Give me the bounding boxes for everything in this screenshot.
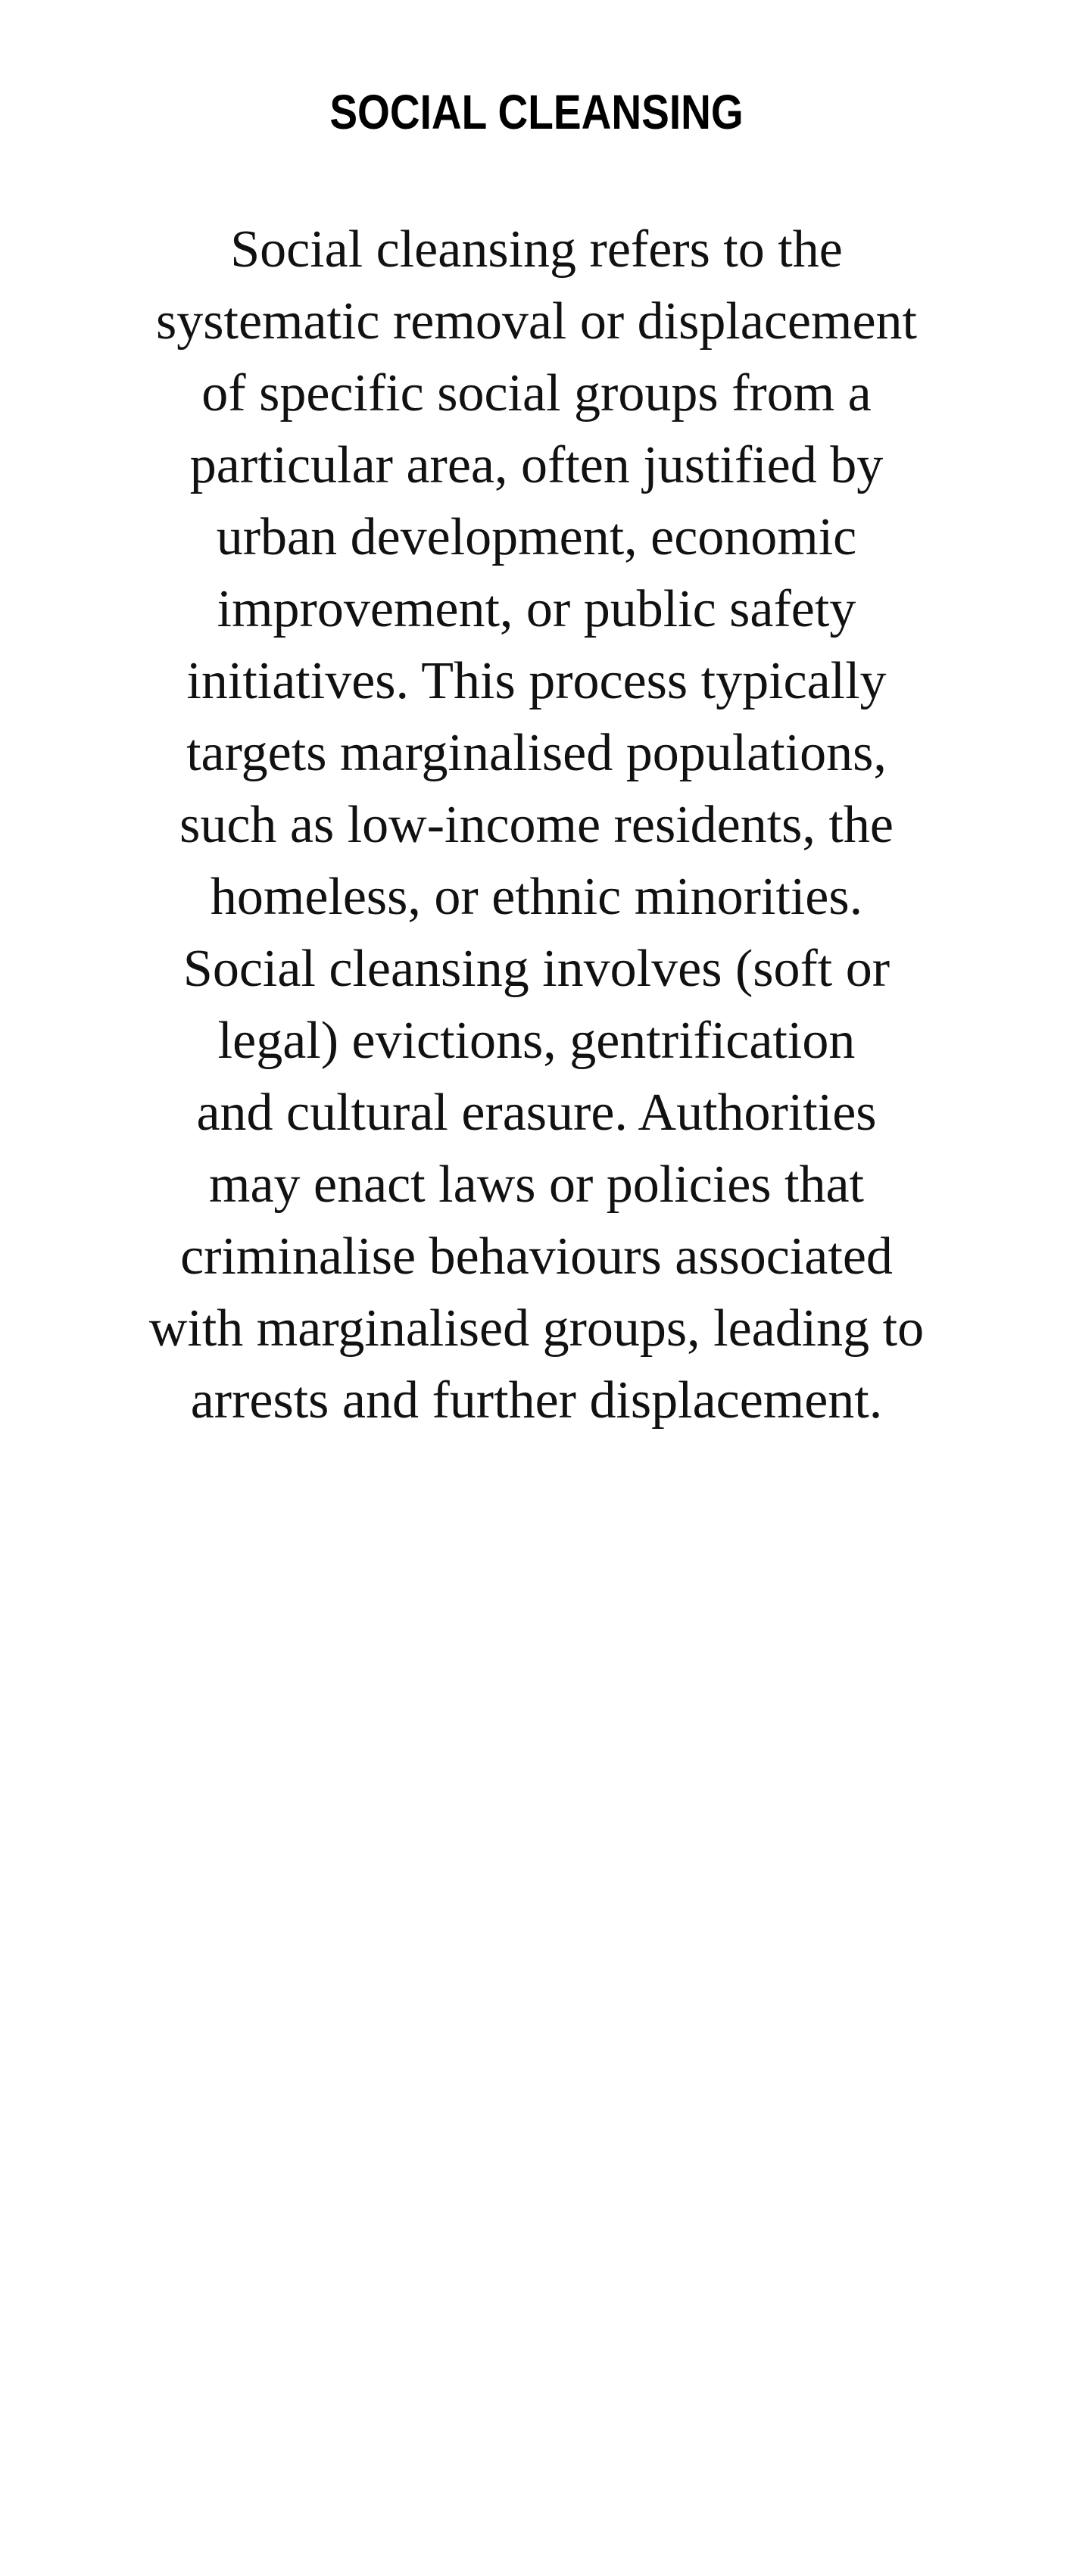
body-paragraph: Social cleansing refers to the systematic removal or displacement of specific social groups from a particular area, often justified by urban development, economic improvement, or public safety initiatives. This process typically targets marginalised populations, such as low-income residents, the homeless, or ethnic minorities. Social cleansing involves (soft or legal) evictions, gentrification and cultural erasure. Authorities may enact laws or policies that criminalise behaviours associated with marginalised groups, leading to arrests and further displacement. xyxy=(148,220,925,1430)
page-title: SOCIAL CLEANSING xyxy=(329,85,744,139)
